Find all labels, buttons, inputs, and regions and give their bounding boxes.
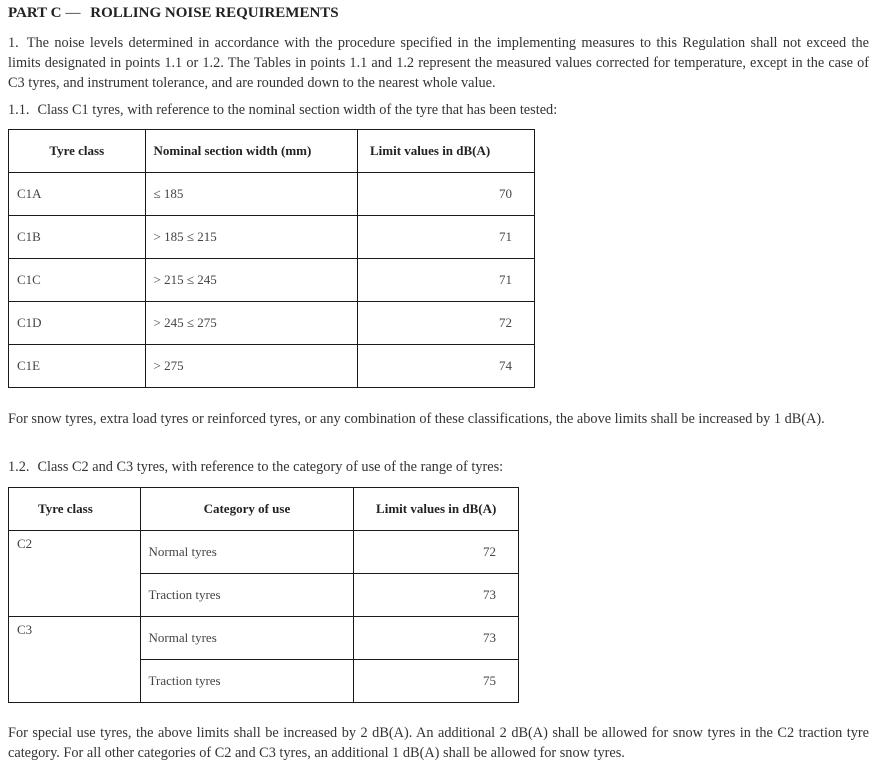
- paragraph-special-use-text: For special use tyres, the above limits shall be increased by 2 dB(A). An additional 2 dB(A) shall be allowed for snow tyres in the C2 traction tyre category. For all other categories of C2 and C3 tyres, an additional 1 dB(A) shall be allowed for snow tyres.: [8, 725, 869, 761]
- table-c1-limits: [8, 129, 535, 388]
- part-label: PART C: [8, 5, 62, 21]
- part-heading: [8, 5, 339, 22]
- column-header-limit-values: Limit values in dB(A): [354, 488, 519, 531]
- category-of-use-cell: Traction tyres: [140, 660, 354, 703]
- section-width-cell: > 245 ≤ 275: [145, 302, 357, 345]
- limit-value-cell: 72: [354, 531, 519, 574]
- section-1-1: [8, 100, 557, 120]
- table-header-row: [9, 488, 519, 531]
- table-row: [9, 259, 535, 302]
- tyre-class-cell: C1A: [9, 173, 146, 216]
- column-header-category-of-use: Category of use: [140, 488, 354, 531]
- table-row: [9, 617, 519, 660]
- paragraph-1-number: 1.: [8, 35, 19, 51]
- section-width-cell: > 215 ≤ 245: [145, 259, 357, 302]
- section-1-1-number: 1.1.: [8, 102, 30, 118]
- limit-value-cell: 74: [357, 345, 534, 388]
- section-1-2-text: Class C2 and C3 tyres, with reference to the category of use of the range of tyres:: [37, 459, 504, 475]
- section-width-cell: ≤ 185: [145, 173, 357, 216]
- column-header-section-width: Nominal section width (mm): [145, 130, 357, 173]
- table-c2-c3-limits: [8, 487, 519, 703]
- paragraph-snow-tyres: [8, 409, 869, 429]
- limit-value-cell: 75: [354, 660, 519, 703]
- category-of-use-cell: Normal tyres: [140, 617, 354, 660]
- limit-value-cell: 72: [357, 302, 534, 345]
- category-of-use-cell: Traction tyres: [140, 574, 354, 617]
- limit-value-cell: 70: [357, 173, 534, 216]
- column-header-tyre-class: Tyre class: [9, 130, 146, 173]
- part-title: ROLLING NOISE REQUIREMENTS: [90, 5, 339, 21]
- limit-value-cell: 73: [354, 574, 519, 617]
- section-1-2: [8, 457, 503, 477]
- table-row: [9, 302, 535, 345]
- table-header-row: [9, 130, 535, 173]
- paragraph-special-use: [8, 723, 869, 763]
- limit-value-cell: 71: [357, 259, 534, 302]
- paragraph-1: [8, 33, 869, 93]
- table-row: [9, 345, 535, 388]
- heading-dash: —: [65, 5, 81, 21]
- table-row: [9, 531, 519, 574]
- tyre-class-cell: C2: [9, 531, 141, 617]
- section-width-cell: > 185 ≤ 215: [145, 216, 357, 259]
- table-row: [9, 216, 535, 259]
- tyre-class-cell: C3: [9, 617, 141, 703]
- column-header-tyre-class: Tyre class: [9, 488, 141, 531]
- section-1-1-text: Class C1 tyres, with reference to the nominal section width of the tyre that has been tested:: [37, 102, 558, 118]
- tyre-class-cell: C1D: [9, 302, 146, 345]
- section-width-cell: > 275: [145, 345, 357, 388]
- limit-value-cell: 71: [357, 216, 534, 259]
- paragraph-1-text: The noise levels determined in accordance with the procedure specified in the implementing measures to this Regulation shall not exceed the limits designated in points 1.1 or 1.2. The Tables in points 1.1 and 1.2 represent the measured values corrected for temperature, except in the case of C3 tyres, and instrument tolerance, and are rounded down to the nearest whole value.: [8, 35, 869, 91]
- column-header-limit-values: Limit values in dB(A): [357, 130, 534, 173]
- table-row: [9, 173, 535, 216]
- tyre-class-cell: C1E: [9, 345, 146, 388]
- limit-value-cell: 73: [354, 617, 519, 660]
- tyre-class-cell: C1C: [9, 259, 146, 302]
- paragraph-snow-tyres-text: For snow tyres, extra load tyres or reinforced tyres, or any combination of these classifications, the above limits shall be increased by 1 dB(A).: [8, 411, 825, 427]
- tyre-class-cell: C1B: [9, 216, 146, 259]
- category-of-use-cell: Normal tyres: [140, 531, 354, 574]
- section-1-2-number: 1.2.: [8, 459, 30, 475]
